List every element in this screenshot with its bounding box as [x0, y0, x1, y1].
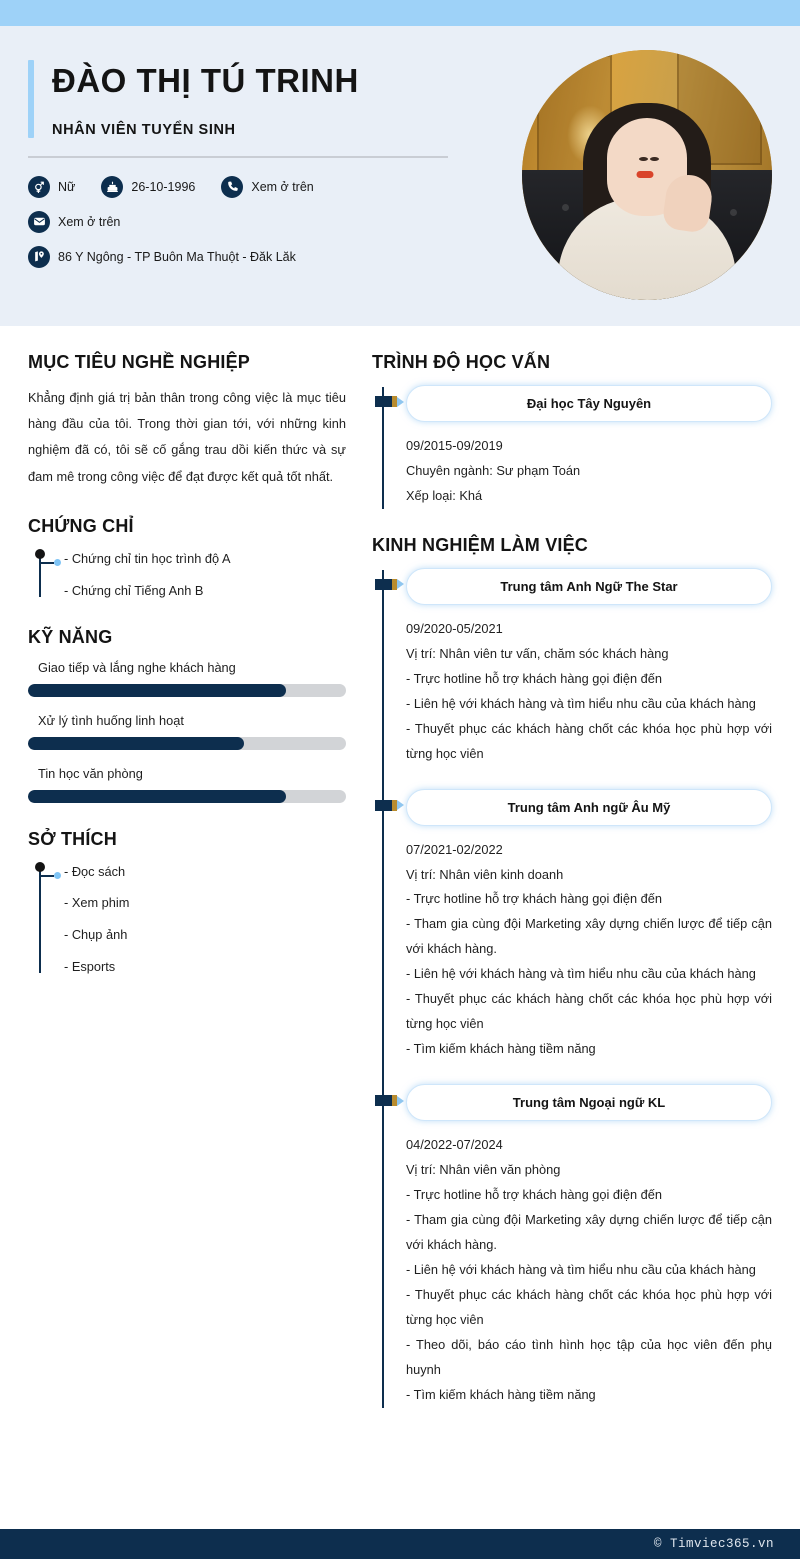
- contact-birthday: [101, 176, 195, 198]
- experience-duty: - Liên hệ với khách hàng và tìm hiểu nhu cầu của khách hàng: [406, 695, 756, 711]
- experience-title: KINH NGHIỆM LÀM VIỆC: [372, 534, 589, 555]
- skill-track: [28, 737, 346, 750]
- experience-duty: - Thuyết phục các khách hàng chốt các khóa học phù hợp với từng học viên: [406, 991, 772, 1032]
- timeline-line: [382, 570, 384, 1408]
- pencil-tip: [397, 579, 404, 589]
- header-left-column: [28, 48, 504, 281]
- experience-company-pill: Trung tâm Ngoại ngữ KL: [406, 1084, 772, 1121]
- contact-row-address: [28, 246, 504, 268]
- experience-position: Vị trí: Nhân viên tư vấn, chăm sóc khách hàng: [406, 645, 669, 661]
- experience-entry: [406, 789, 772, 1063]
- pencil-icon: [375, 800, 405, 811]
- pencil-tip: [397, 397, 404, 407]
- experience-dates: 04/2022-07/2024: [406, 1137, 503, 1153]
- pencil-icon: [375, 1095, 405, 1106]
- experience-duty: - Theo dõi, báo cáo tình hình học tập của học viên đến phụ huynh: [406, 1336, 772, 1377]
- pencil-tip: [397, 1096, 404, 1106]
- contact-phone: [221, 176, 313, 198]
- contact-row-email: [28, 211, 504, 233]
- skill-item: [28, 766, 346, 803]
- left-column: [28, 352, 346, 1529]
- pencil-body: [375, 1095, 392, 1106]
- list-item: - Chụp ảnh: [64, 927, 128, 943]
- timeline-stem-dot: [54, 559, 61, 566]
- timeline-stem-dot: [54, 872, 61, 879]
- name-accent-bar: [28, 60, 34, 138]
- list-item: - Chứng chỉ Tiếng Anh B: [64, 582, 204, 598]
- experience-company-pill: Trung tâm Anh ngữ Âu Mỹ: [406, 789, 772, 826]
- list-item: - Chứng chỉ tin học trình độ A: [64, 550, 231, 566]
- pencil-body: [375, 579, 392, 590]
- skill-track: [28, 790, 346, 803]
- experience-duty: - Liên hệ với khách hàng và tìm hiểu nhu cầu của khách hàng: [406, 1261, 756, 1277]
- profile-photo: [522, 50, 772, 300]
- certificates-list: [28, 549, 346, 601]
- timeline-line: [39, 868, 41, 973]
- section-experience: [372, 535, 772, 1408]
- education-major: Chuyên ngành: Sư phạm Toán: [406, 462, 581, 478]
- experience-duty: - Trực hotline hỗ trợ khách hàng gọi điện đến: [406, 891, 662, 907]
- skill-label: Tin học văn phòng: [38, 765, 143, 781]
- experience-duty: - Tham gia cùng đội Marketing xây dựng chiến lược để tiếp cận với khách hàng.: [406, 1212, 772, 1252]
- contact-email: [28, 211, 120, 233]
- name-texts: [52, 60, 359, 138]
- education-grade: Xếp loại: Khá: [406, 487, 483, 503]
- list-item: - Xem phim: [64, 895, 130, 911]
- hobbies-title: SỞ THÍCH: [28, 828, 117, 849]
- section-certificates: [28, 516, 346, 601]
- contact-address-text: 86 Y Ngông - TP Buôn Ma Thuột - Đăk Lăk: [58, 249, 296, 264]
- pencil-tip: [397, 800, 404, 810]
- timeline-stem: [41, 562, 54, 564]
- experience-dates: 09/2020-05/2021: [406, 620, 503, 636]
- timeline-dot: [35, 862, 45, 872]
- contact-birthday-text: 26-10-1996: [131, 179, 196, 194]
- pencil-body: [375, 800, 392, 811]
- education-dates: 09/2015-09/2019: [406, 438, 503, 453]
- pencil-icon: [375, 396, 405, 407]
- experience-position: Vị trí: Nhân viên kinh doanh: [406, 866, 564, 882]
- experience-company-pill: Trung tâm Anh Ngữ The Star: [406, 568, 772, 605]
- skill-item: [28, 660, 346, 697]
- skill-fill: [28, 684, 286, 697]
- experience-duty: - Liên hệ với khách hàng và tìm hiểu nhu cầu của khách hàng: [406, 966, 756, 982]
- experience-duty: - Trực hotline hỗ trợ khách hàng gọi điện đến: [406, 1187, 662, 1203]
- experience-entry: [406, 568, 772, 767]
- photo-lips: [636, 171, 653, 178]
- education-school-pill: Đại học Tây Nguyên: [406, 385, 772, 422]
- skill-label: Giao tiếp và lắng nghe khách hàng: [38, 659, 236, 675]
- experience-duty: - Thuyết phục các khách hàng chốt các khóa học phù hợp với từng học viên: [406, 1286, 772, 1327]
- skills-title: KỸ NĂNG: [28, 626, 113, 647]
- certificates-title: CHỨNG CHỈ: [28, 515, 134, 536]
- section-education: [372, 352, 772, 509]
- skill-track: [28, 684, 346, 697]
- phone-icon: [221, 176, 243, 198]
- experience-timeline: [372, 568, 772, 1408]
- experience-dates: 07/2021-02/2022: [406, 841, 503, 857]
- gender-icon: [28, 176, 50, 198]
- education-entry: [406, 385, 772, 509]
- contact-list: [28, 176, 504, 268]
- profile-photo-image: [522, 50, 772, 300]
- skill-label: Xử lý tình huống linh hoạt: [38, 712, 184, 728]
- top-color-band: [0, 0, 800, 26]
- hobbies-list: [28, 862, 346, 977]
- education-timeline: [372, 385, 772, 509]
- name-block: [28, 60, 504, 138]
- section-skills: [28, 627, 346, 803]
- skill-fill: [28, 737, 244, 750]
- experience-position: Vị trí: Nhân viên văn phòng: [406, 1162, 561, 1178]
- timeline-dot: [35, 549, 45, 559]
- skill-item: [28, 713, 346, 750]
- photo-eye-left: [639, 157, 648, 161]
- section-objective: [28, 352, 346, 490]
- experience-duty: - Tìm kiếm khách hàng tiềm năng: [406, 1041, 596, 1057]
- header-divider: [28, 156, 448, 158]
- cv-body: [0, 326, 800, 1529]
- experience-duty: - Tham gia cùng đội Marketing xây dựng chiến lược để tiếp cận với khách hàng.: [406, 916, 772, 957]
- photo-eye-right: [650, 157, 659, 161]
- experience-duty: - Thuyết phục các khách hàng chốt các khóa học phù hợp với từng học viên: [406, 720, 772, 761]
- experience-duty: - Tìm kiếm khách hàng tiềm năng: [406, 1386, 596, 1402]
- section-hobbies: [28, 829, 346, 977]
- birthday-cake-icon: [101, 176, 123, 198]
- list-item: - Đọc sách: [64, 863, 126, 879]
- candidate-name: ĐÀO THỊ TÚ TRINH: [52, 62, 359, 99]
- contact-address: [28, 246, 296, 268]
- list-item: - Esports: [64, 959, 116, 975]
- cv-header: [0, 26, 800, 326]
- pencil-icon: [375, 579, 405, 590]
- location-icon: [28, 246, 50, 268]
- contact-gender-text: Nữ: [58, 179, 76, 194]
- contact-email-text: Xem ở trên: [58, 214, 121, 229]
- contact-gender: [28, 176, 75, 198]
- education-title: TRÌNH ĐỘ HỌC VẤN: [372, 352, 551, 372]
- candidate-role: NHÂN VIÊN TUYỂN SINH: [52, 121, 236, 138]
- experience-duty: - Trực hotline hỗ trợ khách hàng gọi điện đến: [406, 670, 662, 686]
- objective-text: Khẳng định giá trị bản thân trong công việc là mục tiêu hàng đầu của tôi. Trong thời gian tới, với những kinh nghiệm đã có, tôi sẽ cố gắng trau dồi kiến thức và sự đam mê trong công việc để đạt được kết quả tốt nhất.: [28, 390, 346, 484]
- experience-entry: [406, 1084, 772, 1407]
- skill-fill: [28, 790, 286, 803]
- right-column: [372, 352, 772, 1529]
- footer-credit: © Timviec365.vn: [653, 1537, 774, 1551]
- objective-title: MỤC TIÊU NGHỀ NGHIỆP: [28, 352, 251, 372]
- cv-footer: [0, 1529, 800, 1559]
- pencil-body: [375, 396, 392, 407]
- contact-row-primary: [28, 176, 504, 198]
- contact-phone-text: Xem ở trên: [251, 179, 314, 194]
- email-icon: [28, 211, 50, 233]
- timeline-stem: [41, 875, 54, 877]
